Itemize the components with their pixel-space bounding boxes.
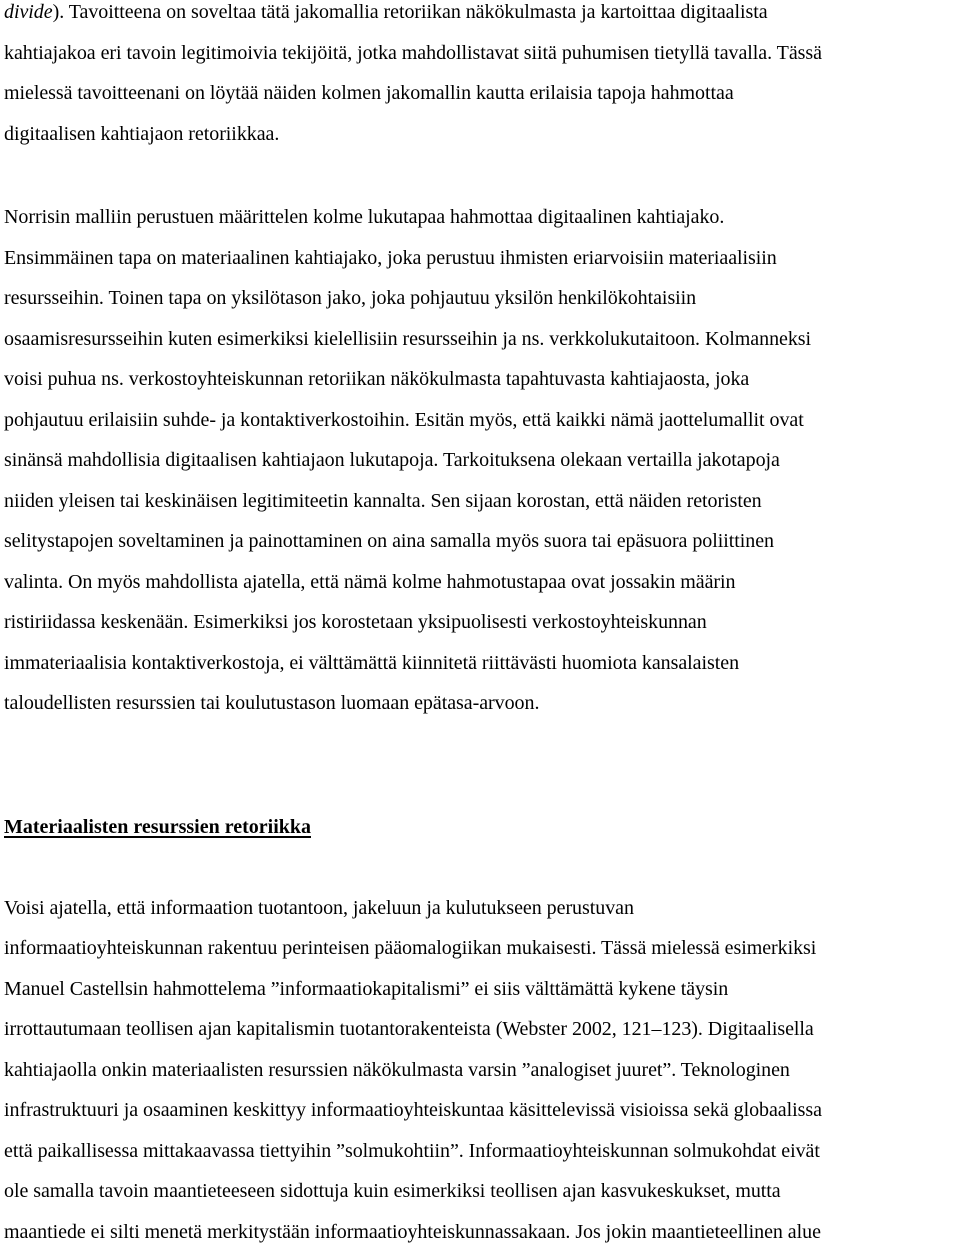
- paragraph-intro-text: ). Tavoitteena on soveltaa tätä jakomallia retoriikan näkökulmasta ja kartoittaa digitaalista kahtiajakoa eri tavoin legitimoivia tekijöitä, jotka mahdollistavat siitä puhumisen tietyllä tavalla. Tässä mielessä tavoitteenani on löytää näiden kolmen jakomallin kautta erilaisia tapoja hahmottaa digitaalisen kahtiajaon retoriikkaa.: [4, 1, 822, 145]
- section-heading: Materiaalisten resurssien retoriikka: [4, 807, 956, 847]
- document-page: [4, 0, 956, 1252]
- italic-term: divide: [4, 1, 53, 23]
- paragraph-intro: [4, 0, 956, 154]
- paragraph-norris-model: Norrisin malliin perustuen määrittelen kolme lukutapaa hahmottaa digitaalinen kahtiajako. Ensimmäinen tapa on materiaalinen kahtiajako, joka perustuu ihmisten eriarvoisiin materiaalisiin resursseihin. Toinen tapa on yksilötason jako, joka pohjautuu yksilön henkilökohtaisiin osaamisresursseihin kuten esimerkiksi kielellisiin resursseihin ja ns. verkkolukutaitoon. Kolmanneksi voisi puhua ns. verkostoyhteiskunnan retoriikan näkökulmasta tapahtuvasta kahtiajaosta, joka pohjautuu erilaisiin suhde- ja kontaktiverkostoihin. Esitän myös, että kaikki nämä jaottelumallit ovat sinänsä mahdollisia digitaalisen kahtiajaon lukutapoja. Tarkoituksena olekaan vertailla jakotapoja niiden yleisen tai keskinäisen legitimiteetin kannalta. Sen sijaan korostan, että näiden retoristen selitystapojen soveltaminen ja painottaminen on aina samalla myös suora tai epäsuora poliittinen valinta. On myös mahdollista ajatella, että nämä kolme hahmotustapaa ovat jossakin määrin ristiriidassa keskenään. Esimerkiksi jos korostetaan yksipuolisesti verkostoyhteiskunnan immateriaalisia kontaktiverkostoja, ei välttämättä kiinnitetä riittävästi huomiota kansalaisten taloudellisten resurssien tai koulutustason luomaan epätasa-arvoon.: [4, 197, 956, 724]
- paragraph-material-resources: Voisi ajatella, että informaation tuotantoon, jakeluun ja kulutukseen perustuvan informaatioyhteiskunnan rakentuu perinteisen pääomalogiikan mukaisesti. Tässä mielessä esimerkiksi Manuel Castellsin hahmottelema ”informaatiokapitalismi” ei siis välttämättä kykene täysin irrottautumaan teollisen ajan kapitalismin tuotantorakenteista (Webster 2002, 121–123). Digitaalisella kahtiajaolla onkin materiaalisten resurssien näkökulmasta varsin ”analogiset juuret”. Teknologinen infrastruktuuri ja osaaminen keskittyy informaatioyhteiskuntaa käsittelevissä visioissa sekä globaalissa että paikallisessa mittakaavassa tiettyihin ”solmukohtiin”. Informaatioyhteiskunnan solmukohdat eivät ole samalla tavoin maantieteeseen sidottuja kuin esimerkiksi teollisen ajan kasvukeskukset, mutta maantiede ei silti menetä merkitystään informaatioyhteiskunnassakaan. Jos jokin maantieteellinen alue: [4, 888, 956, 1252]
